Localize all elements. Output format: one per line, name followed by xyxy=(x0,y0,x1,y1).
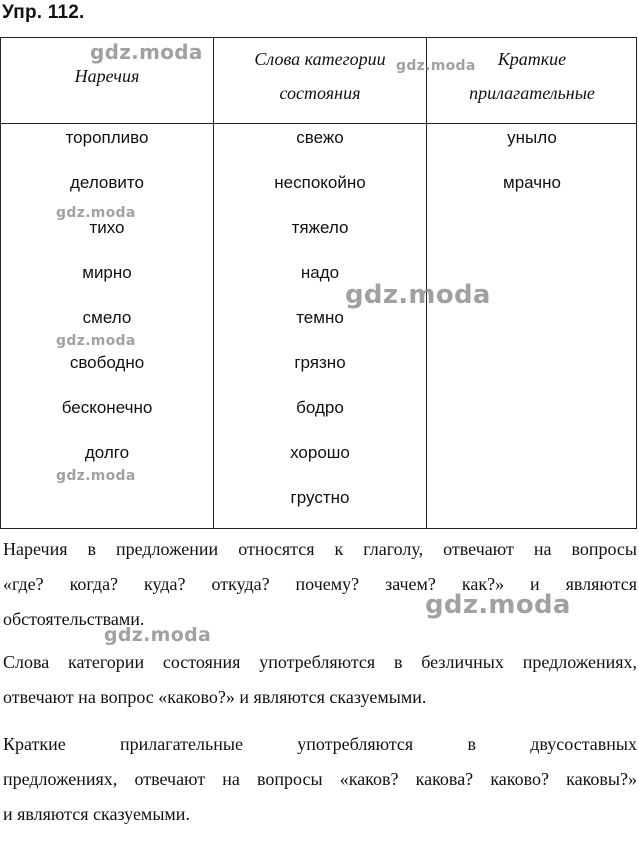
paragraph-line: обстоятельствами. xyxy=(3,609,145,629)
word-table xyxy=(0,37,637,529)
table-cell: грустно xyxy=(290,488,350,507)
table-cell: надо xyxy=(300,263,340,282)
watermark-logo: gdz.moda xyxy=(345,280,491,310)
table-cell: торопливо xyxy=(65,128,149,147)
table-cell: свежо xyxy=(296,128,344,147)
exercise-title: Упр. 112. xyxy=(2,2,85,23)
paragraph-line: отвечают на вопрос «каково?» и являются сказуемыми. xyxy=(3,687,427,707)
header-line: прилагательные xyxy=(469,83,595,103)
paragraph-line: Краткие прилагательные употребляются в двусоставных xyxy=(3,734,637,754)
watermark-logo: gdz.moda xyxy=(90,40,203,64)
watermark-logo: gdz.moda xyxy=(396,58,476,74)
table-cell: хорошо xyxy=(290,443,350,462)
table-cell: грязно xyxy=(294,353,346,372)
watermark-logo: gdz.moda xyxy=(104,624,212,646)
paragraph-short-adjectives xyxy=(3,727,637,832)
paragraph-line: и являются сказуемыми. xyxy=(3,804,190,824)
header-line: Краткие xyxy=(497,49,567,69)
paragraph-line: Наречия в предложении относятся к глаголу, отвечают на вопросы xyxy=(3,539,637,559)
table-cell: тяжело xyxy=(291,218,349,237)
paragraph-line: предложениях, отвечают на вопросы «каков? какова? каково? каковы?» xyxy=(3,769,637,789)
watermark-logo: gdz.moda xyxy=(56,205,136,221)
header-line: Слова категории xyxy=(254,49,386,69)
table-cell: мрачно xyxy=(503,173,561,192)
table-cell: неспокойно xyxy=(274,173,366,192)
column-adverbs xyxy=(1,125,213,485)
paragraph-state-words xyxy=(3,645,637,715)
paragraph-line: «где? когда? куда? откуда? почему? зачем? как?» и являются xyxy=(3,574,637,594)
header-state-words xyxy=(214,42,426,110)
watermark-logo: gdz.moda xyxy=(56,333,136,349)
table-cell: бесконечно xyxy=(61,398,153,417)
header-short-adjectives xyxy=(427,42,637,110)
watermark-logo: gdz.moda xyxy=(425,590,571,620)
table-cell: уныло xyxy=(507,128,557,147)
table-cell: тихо xyxy=(89,218,125,237)
header-adverbs xyxy=(1,59,213,93)
header-line: Наречия xyxy=(74,66,140,86)
table-cell: темно xyxy=(296,308,344,327)
paragraph-adverbs xyxy=(3,532,637,637)
table-cell: смело xyxy=(82,308,132,327)
table-cell: бодро xyxy=(296,398,344,417)
table-cell: долго xyxy=(84,443,130,462)
column-state-words xyxy=(214,125,426,530)
header-divider xyxy=(1,123,636,124)
header-line: состояния xyxy=(279,83,361,103)
table-cell: деловито xyxy=(70,173,144,192)
column-short-adjectives xyxy=(427,125,637,215)
paragraph-line: Слова категории состояния употребляются в безличных предложениях, xyxy=(3,652,637,672)
table-cell: мирно xyxy=(82,263,132,282)
watermark-logo: gdz.moda xyxy=(56,468,136,484)
table-cell: свободно xyxy=(69,353,145,372)
